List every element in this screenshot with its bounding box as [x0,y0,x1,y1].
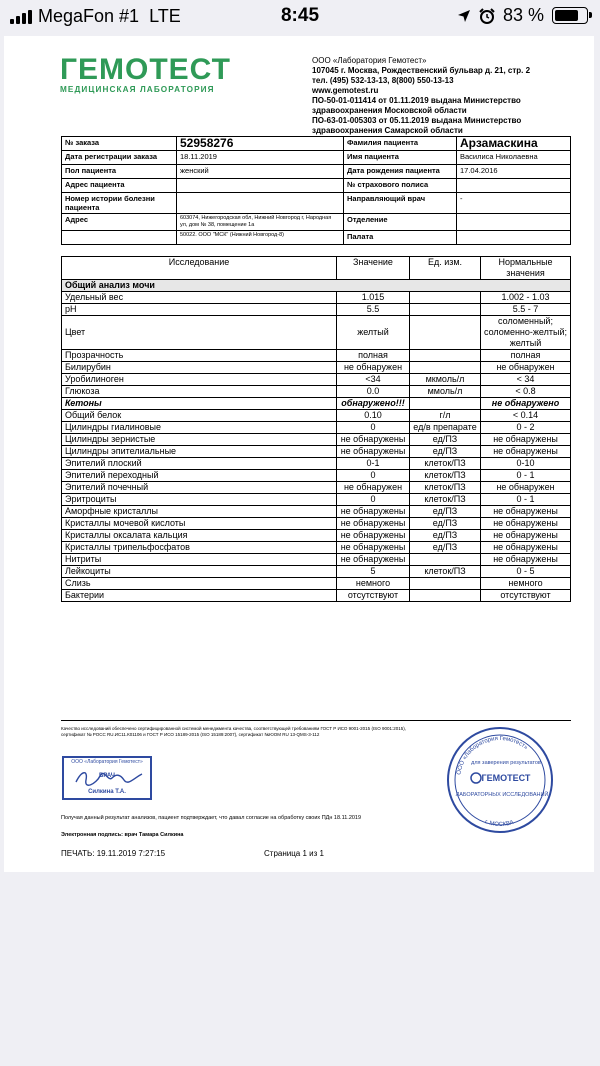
sex-label: Пол пациента [62,165,177,179]
logo-main-text: ГЕМОТЕСТ [60,53,231,86]
order-label: № заказа [62,137,177,151]
result-row [62,566,571,578]
patient-address-label: Адрес пациента [62,179,177,193]
test-name: Уробилиноген [62,374,337,386]
test-value: <34 [337,374,410,386]
round-seal [446,726,554,834]
sex-value: женский [177,165,344,179]
test-unit: г/л [410,410,481,422]
test-value: отсутствуют [337,590,410,602]
test-norm: не обнаружен [481,362,571,374]
lab-license-1: ПО-50-01-011414 от 01.11.2019 выдана Министерство здравоохранения Московской области [312,96,521,115]
test-name: Эпителий плоский [62,458,337,470]
test-value: не обнаружены [337,506,410,518]
test-value: 0.10 [337,410,410,422]
test-name: pH [62,304,337,316]
test-unit: клеток/ПЗ [410,470,481,482]
test-unit [410,292,481,304]
test-unit [410,578,481,590]
result-row [62,506,571,518]
result-row [62,316,571,350]
test-value: не обнаружен [337,362,410,374]
test-name: Цвет [62,316,337,350]
test-norm: отсутствуют [481,590,571,602]
department-value [457,214,571,231]
test-name: Общий белок [62,410,337,422]
address-label: Адрес [62,214,177,231]
test-unit [410,350,481,362]
lab-site: www.gemotest.ru [312,86,379,95]
test-name: Кетоны [62,398,337,410]
test-value: обнаружено!!! [337,398,410,410]
test-value: 0 [337,494,410,506]
test-norm: 0-10 [481,458,571,470]
surname-label: Фамилия пациента [344,137,457,151]
test-unit [410,304,481,316]
result-row [62,362,571,374]
alarm-clock-icon [479,8,495,24]
print-date: ПЕЧАТЬ: 19.11.2019 7:27:15 [61,849,166,858]
test-unit [410,362,481,374]
test-value: не обнаружен [337,482,410,494]
org-label [62,231,177,245]
ward-label: Палата [344,231,457,245]
test-norm: 0 - 1 [481,470,571,482]
test-name: Эпителий почечный [62,482,337,494]
test-norm: не обнаружены [481,554,571,566]
test-unit: клеток/ПЗ [410,458,481,470]
dob-value: 17.04.2016 [457,165,571,179]
test-unit [410,554,481,566]
test-norm: не обнаружены [481,506,571,518]
group-title: Общий анализ мочи [62,280,571,292]
test-value: 0-1 [337,458,410,470]
col-header-test: Исследование [62,257,337,280]
patient-info-table [61,136,571,245]
result-row [62,554,571,566]
result-row [62,446,571,458]
result-row [62,494,571,506]
test-name: Глюкоза [62,386,337,398]
test-unit: ед/ПЗ [410,518,481,530]
test-value: не обнаружены [337,434,410,446]
test-norm: не обнаружено [481,398,571,410]
svg-text:г. МОСКВА [484,819,515,828]
test-value: не обнаружены [337,446,410,458]
status-right [457,5,588,26]
quality-note: Качество исследований обеспечено сертифицированной системой менеджмента качества, соответствующей требованиям ГОСТ Р ИСО 9001-2015 (ISO 9001:2015), сертификат № РОСС RU.ИС11.К01106 и ГОСТ Р ИСО 15189-2015 (ISO 15189:2007), сертификат №ЮОМ RU 13-QMS-3-112 [61,726,406,737]
test-unit: ед/в препарате [410,422,481,434]
patient-name-label: Имя пациента [344,151,457,165]
result-row [62,530,571,542]
reg-date-label: Дата регистрации заказа [62,151,177,165]
test-value: 0 [337,470,410,482]
test-value: 0.0 [337,386,410,398]
test-name: Эпителий переходный [62,470,337,482]
test-name: Бактерии [62,590,337,602]
test-value: не обнаружены [337,542,410,554]
test-norm: < 34 [481,374,571,386]
test-unit [410,316,481,350]
result-row [62,542,571,554]
doctor-signature [72,768,152,788]
logo-sub-text: МЕДИЦИНСКАЯ ЛАБОРАТОРИЯ [60,85,215,94]
test-norm: не обнаружены [481,542,571,554]
test-unit [410,398,481,410]
result-row [62,578,571,590]
test-norm: не обнаружены [481,434,571,446]
result-row [62,292,571,304]
result-row [62,304,571,316]
footer-divider [61,720,571,721]
test-unit: ед/ПЗ [410,506,481,518]
result-row [62,350,571,362]
test-name: Цилиндры эпителиальные [62,446,337,458]
seal-city-text: г. МОСКВА [483,819,515,829]
doctor-value: - [457,193,571,214]
reg-date-value: 18.11.2019 [177,151,344,165]
order-number: 52958276 [180,136,234,150]
test-value: 5 [337,566,410,578]
result-row [62,374,571,386]
result-row [62,482,571,494]
test-name: Билирубин [62,362,337,374]
test-name: Слизь [62,578,337,590]
patient-name-value: Василиса Николаевна [457,151,571,165]
network-type: LTE [149,6,181,26]
seal-bottom-text: ЛАБОРАТОРНЫХ ИССЛЕДОВАНИЙ [455,792,549,798]
svg-text:ООО «Лаборатория Гемотест» [456,736,529,775]
surname-value: Арзамаскина [460,136,538,150]
test-name: Аморфные кристаллы [62,506,337,518]
page-counter: Страница 1 из 1 [264,849,324,858]
clock: 8:45 [280,5,320,26]
test-name: Кристаллы оксалата кальция [62,530,337,542]
ward-value [457,231,571,245]
test-value: полная [337,350,410,362]
result-row [62,518,571,530]
test-unit: ед/ПЗ [410,530,481,542]
test-unit: ед/ПЗ [410,434,481,446]
test-norm: 1.002 - 1.03 [481,292,571,304]
electronic-signature: Электронная подпись: врач Тамара Силкина [61,832,184,838]
test-name: Цилиндры гиалиновые [62,422,337,434]
test-norm: 0 - 1 [481,494,571,506]
test-unit: ед/ПЗ [410,542,481,554]
result-row [62,590,571,602]
location-arrow-icon [457,9,471,23]
doctor-label: Направляющий врач [344,193,457,214]
test-name: Эритроциты [62,494,337,506]
results-table [61,256,571,602]
seal-inner-text: для заверения результатов [471,760,541,766]
department-label: Отделение [344,214,457,231]
test-norm: немного [481,578,571,590]
address-value: 603074, Нижегородская обл, Нижний Новгород г, Народная ул, дом № 38, помещение 1а [177,214,344,231]
result-row [62,470,571,482]
test-name: Удельный вес [62,292,337,304]
test-value: желтый [337,316,410,350]
test-name: Лейкоциты [62,566,337,578]
doctor-stamp-org: ООО «Лаборатория Гемотест» [71,759,143,765]
lab-phone: тел. (495) 532-13-13, 8(800) 550-13-13 [312,76,454,85]
test-unit [410,590,481,602]
col-header-unit: Ед. изм. [410,257,481,280]
test-value: 0 [337,422,410,434]
test-name: Прозрачность [62,350,337,362]
patient-address-value [177,179,344,193]
test-unit: клеток/ПЗ [410,566,481,578]
seal-brand-text: ГЕМОТЕСТ [481,773,531,783]
test-value: не обнаружены [337,530,410,542]
policy-label: № страхового полиса [344,179,457,193]
test-name: Цилиндры зернистые [62,434,337,446]
test-norm: не обнаружены [481,446,571,458]
doctor-stamp-name: Силкина Т.А. [88,789,126,795]
result-row [62,386,571,398]
test-name: Кристаллы трипельфосфатов [62,542,337,554]
lab-details [312,56,582,136]
test-value: не обнаружены [337,518,410,530]
carrier-name: MegaFon #1 [38,6,140,26]
test-name: Нитриты [62,554,337,566]
test-unit: мкмоль/л [410,374,481,386]
test-norm: 0 - 2 [481,422,571,434]
test-name: Кристаллы мочевой кислоты [62,518,337,530]
battery-percent: 83 % [502,5,544,25]
gemotest-logo [60,53,245,94]
test-value: немного [337,578,410,590]
result-row [62,410,571,422]
test-value: 5.5 [337,304,410,316]
document-page [4,36,594,872]
doctor-stamp-title: ВРАЧ [99,773,115,779]
history-label: Номер истории болезни пациента [62,193,177,214]
history-value [177,193,344,214]
test-value: не обнаружены [337,554,410,566]
dob-label: Дата рождения пациента [344,165,457,179]
test-norm: соломенный; соломенно-желтый; желтый [481,316,571,350]
test-norm: не обнаружен [481,482,571,494]
col-header-value: Значение [337,257,410,280]
test-unit: ммоль/л [410,386,481,398]
lab-address: 107045 г. Москва, Рождественский бульвар д. 21, стр. 2 [312,66,531,75]
result-row [62,422,571,434]
test-norm: полная [481,350,571,362]
test-norm: 5.5 - 7 [481,304,571,316]
seal-top-text: ООО «Лаборатория Гемотест» [456,735,529,776]
result-row [62,398,571,410]
test-value: 1.015 [337,292,410,304]
result-row [62,458,571,470]
test-norm: < 0.8 [481,386,571,398]
lab-name: ООО «Лаборатория Гемотест» [312,56,427,65]
test-unit: ед/ПЗ [410,446,481,458]
policy-value [457,179,571,193]
test-norm: не обнаружены [481,518,571,530]
result-row [62,434,571,446]
lab-license-2: ПО-63-01-005303 от 05.11.2019 выдана Министерство здравоохранения Самарской области [312,116,522,135]
test-norm: 0 - 5 [481,566,571,578]
col-header-norm: Нормальные значения [481,257,571,280]
test-unit: клеток/ПЗ [410,494,481,506]
org-value: 50022. ООО "МСК" (Нижний Новгород-8) [177,231,344,245]
seal-logo-icon [471,773,481,783]
test-norm: не обнаружены [481,530,571,542]
consent-note: Получая данный результат анализов, пациент подтверждает, что давал согласие на обработку своих ПДн 18.11.2019 [61,815,362,821]
test-norm: < 0.14 [481,410,571,422]
status-bar [0,0,600,34]
test-unit: клеток/ПЗ [410,482,481,494]
battery-icon [552,7,588,24]
